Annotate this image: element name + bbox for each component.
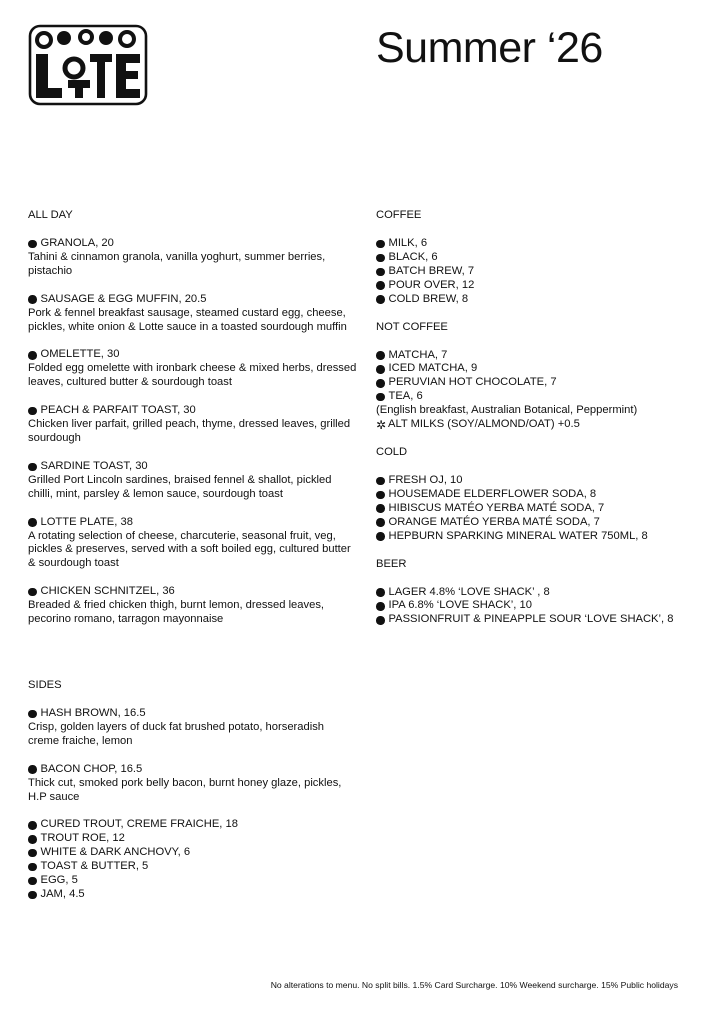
- bullet-icon: [376, 365, 385, 374]
- list-item: HEPBURN SPARKING MINERAL WATER 750ML, 8: [376, 530, 706, 544]
- list-item: MILK, 6: [376, 237, 706, 251]
- menu-item-name: CHICKEN SCHNITZEL, 36: [40, 585, 175, 598]
- list-item: IPA 6.8% ‘LOVE SHACK’, 10: [376, 599, 706, 613]
- list-item: TEA, 6: [376, 390, 706, 404]
- list-item: COLD BREW, 8: [376, 293, 706, 307]
- bullet-icon: [376, 281, 385, 290]
- menu-item: [28, 585, 358, 627]
- beer-list: [376, 586, 706, 628]
- alt-milks-line: ✲ ALT MILKS (SOY/ALMOND/OAT) +0.5: [376, 418, 580, 433]
- bullet-icon: [28, 877, 37, 886]
- all-day-section: [28, 209, 358, 641]
- bullet-icon: [376, 532, 385, 541]
- list-item: MATCHA, 7: [376, 349, 706, 363]
- cold-list: [376, 474, 706, 544]
- bullet-icon: [376, 602, 385, 611]
- menu-item: [28, 293, 358, 335]
- list-item: EGG, 5: [28, 874, 358, 888]
- menu-item-name: PEACH & PARFAIT TOAST, 30: [40, 404, 196, 417]
- tea-note: (English breakfast, Australian Botanical, Peppermint): [376, 404, 638, 417]
- cold-heading: COLD: [376, 445, 408, 458]
- list-item: POUR OVER, 12: [376, 279, 706, 293]
- bullet-icon: [28, 463, 37, 472]
- bullet-icon: [28, 295, 37, 304]
- bullet-icon: [28, 765, 37, 774]
- footer-note: No alterations to menu. No split bills. 1.5% Card Surcharge. 10% Weekend surcharge. 15% Public holidays: [270, 980, 678, 990]
- bullet-icon: [28, 821, 37, 830]
- bullet-icon: [28, 863, 37, 872]
- sides-section: [28, 679, 358, 916]
- coffee-heading: COFFEE: [376, 209, 422, 221]
- menu-item-desc: Grilled Port Lincoln sardines, braised fennel & shallot, pickled chilli, mint, parsley & lemon sauce, sourdough toast: [28, 473, 332, 500]
- menu-item: [28, 516, 358, 572]
- list-item: PASSIONFRUIT & PINEAPPLE SOUR ‘LOVE SHACK’, 8: [376, 613, 706, 627]
- menu-item-name: OMELETTE, 30: [40, 348, 120, 361]
- menu-item: [28, 460, 358, 502]
- bullet-icon: [376, 477, 385, 486]
- bullet-icon: [376, 379, 385, 388]
- bullet-icon: [376, 616, 385, 625]
- menu-item-desc: Pork & fennel breakfast sausage, steamed custard egg, cheese, pickles, white onion & Lotte sauce in a toasted sourdough muffin: [28, 306, 347, 333]
- bullet-icon: [28, 849, 37, 858]
- menu-item-name: LOTTE PLATE, 38: [40, 515, 133, 528]
- bullet-icon: [376, 588, 385, 597]
- beer-heading: BEER: [376, 557, 407, 570]
- bullet-icon: [376, 504, 385, 513]
- bullet-icon: [376, 518, 385, 527]
- menu-item: [28, 348, 358, 390]
- list-item: PERUVIAN HOT CHOCOLATE, 7: [376, 376, 706, 390]
- bullet-icon: [376, 254, 385, 263]
- menu-item-desc: Crisp, golden layers of duck fat brushed potato, horseradish creme fraiche, lemon: [28, 720, 325, 747]
- list-item: ICED MATCHA, 9: [376, 362, 706, 376]
- list-item: HOUSEMADE ELDERFLOWER SODA, 8: [376, 488, 706, 502]
- menu-item-name: SAUSAGE & EGG MUFFIN, 20.5: [40, 292, 207, 305]
- list-item: FRESH OJ, 10: [376, 474, 706, 488]
- bullet-icon: [28, 710, 37, 719]
- sides-list: [28, 818, 358, 901]
- bullet-icon: [28, 891, 37, 900]
- list-item: ORANGE MATÉO YERBA MATÉ SODA, 7: [376, 516, 706, 530]
- menu-item-desc: Folded egg omelette with ironbark cheese & mixed herbs, dressed leaves, cultured butter & sourdough toast: [28, 362, 357, 389]
- list-item: JAM, 4.5: [28, 888, 358, 902]
- bullet-icon: [28, 835, 37, 844]
- menu-item-desc: Chicken liver parfait, grilled peach, thyme, dressed leaves, grilled sourdough: [28, 418, 351, 444]
- list-item: WHITE & DARK ANCHOVY, 6: [28, 846, 358, 860]
- bullet-icon: [376, 351, 385, 360]
- menu-item: [28, 707, 358, 749]
- menu-item: [28, 763, 358, 805]
- bullet-icon: [28, 407, 37, 416]
- asterisk-icon: ✲: [376, 418, 387, 433]
- lotte-logo: [28, 24, 148, 106]
- bullet-icon: [28, 351, 37, 360]
- bullet-icon: [28, 588, 37, 597]
- bullet-icon: [28, 240, 37, 249]
- sides-heading: SIDES: [28, 679, 62, 691]
- bullet-icon: [376, 240, 385, 249]
- bullet-icon: [376, 295, 385, 304]
- menu-item: [28, 404, 358, 446]
- menu-item-desc: A rotating selection of cheese, charcuterie, seasonal fruit, veg, pickles & preserves, served with a soft boiled egg, cultured butter & sourdough toast: [28, 529, 351, 570]
- not-coffee-heading: NOT COFFEE: [376, 320, 448, 333]
- list-item: HIBISCUS MATÉO YERBA MATÉ SODA, 7: [376, 502, 706, 516]
- menu-item: [28, 237, 358, 279]
- menu-item-desc: Breaded & fried chicken thigh, burnt lemon, dressed leaves, pecorino romano, tarragon mayonnaise: [28, 599, 325, 626]
- list-item: BATCH BREW, 7: [376, 265, 706, 279]
- list-item: CURED TROUT, CREME FRAICHE, 18: [28, 818, 358, 832]
- menu-item-name: BACON CHOP, 16.5: [40, 762, 143, 775]
- page-title: Summer ‘26: [376, 24, 603, 72]
- menu-item-name: HASH BROWN, 16.5: [40, 707, 146, 719]
- menu-item-name: SARDINE TOAST, 30: [40, 459, 148, 472]
- list-item: TROUT ROE, 12: [28, 832, 358, 846]
- menu-item-desc: Tahini & cinnamon granola, vanilla yoghurt, summer berries, pistachio: [28, 250, 326, 277]
- list-item: BLACK, 6: [376, 251, 706, 265]
- not-coffee-list: [376, 349, 706, 432]
- menu-item-desc: Thick cut, smoked pork belly bacon, burnt honey glaze, pickles, H.P sauce: [28, 776, 342, 803]
- menu-item-name: GRANOLA, 20: [40, 237, 114, 249]
- bullet-icon: [376, 268, 385, 277]
- list-item: LAGER 4.8% ‘LOVE SHACK’ , 8: [376, 586, 706, 600]
- drinks-section: [376, 209, 706, 641]
- bullet-icon: [28, 518, 37, 527]
- bullet-icon: [376, 393, 385, 402]
- all-day-heading: ALL DAY: [28, 209, 73, 221]
- coffee-list: [376, 237, 706, 307]
- bullet-icon: [376, 491, 385, 500]
- list-item: TOAST & BUTTER, 5: [28, 860, 358, 874]
